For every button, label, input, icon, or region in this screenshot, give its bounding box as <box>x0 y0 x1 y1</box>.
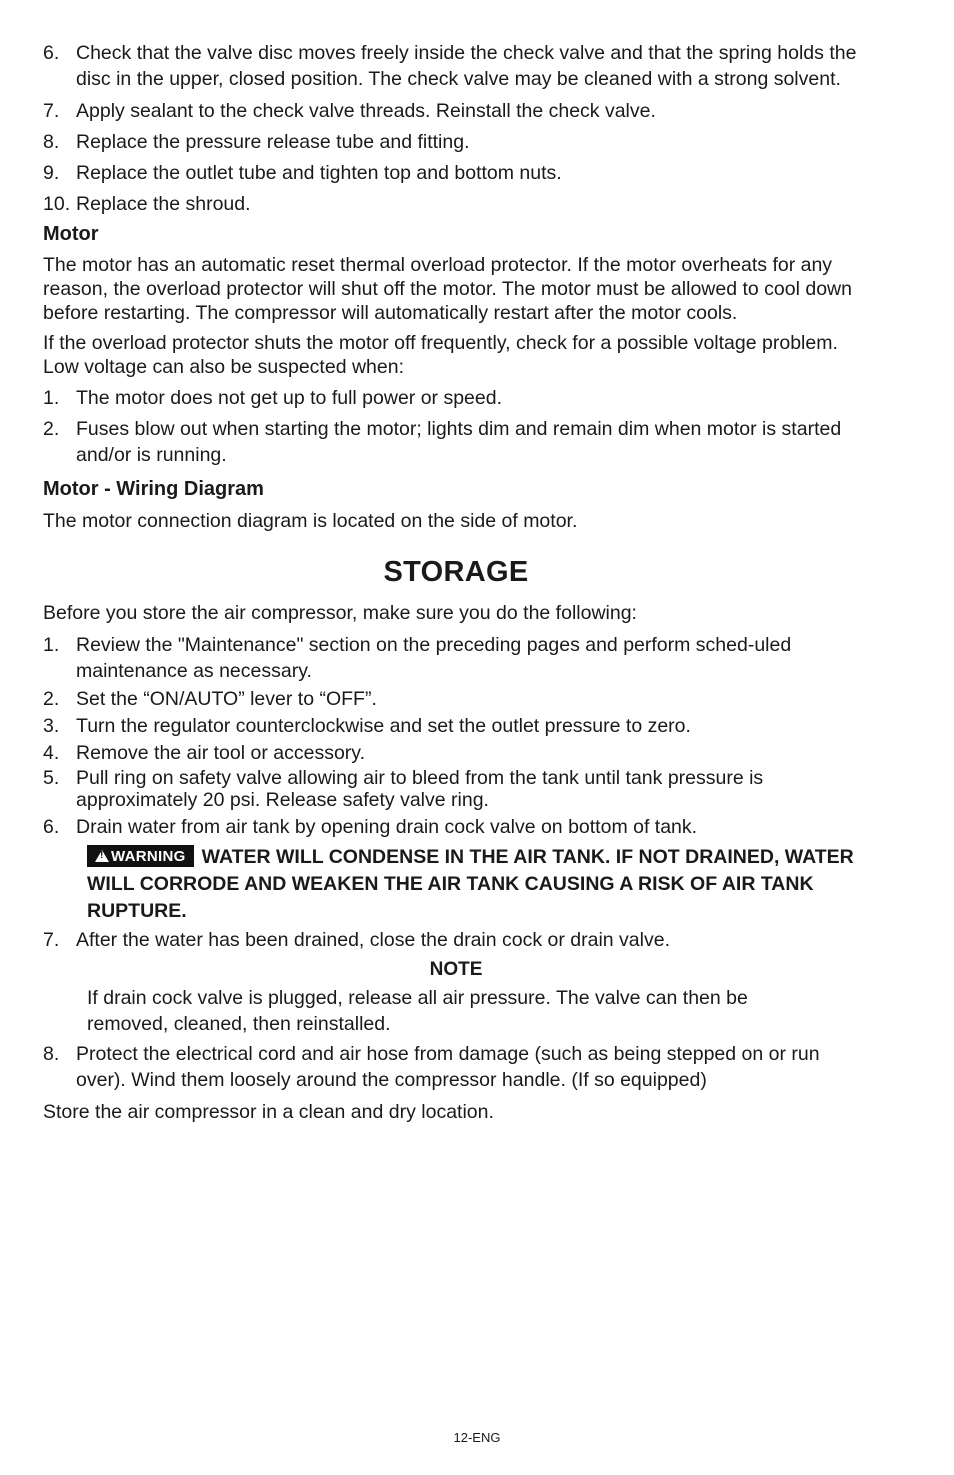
item-number: 3. <box>43 715 60 737</box>
item-number: 4. <box>43 742 60 764</box>
item-text: Set the “ON/AUTO” lever to “OFF”. <box>76 688 377 710</box>
item-number: 2. <box>43 688 60 710</box>
warning-block <box>43 844 869 925</box>
note-heading: NOTE <box>429 959 483 980</box>
item-number: 9. <box>43 162 60 184</box>
item-text: Apply sealant to the check valve threads. Reinstall the check valve. <box>76 100 656 122</box>
voltage-symptoms-list <box>43 385 869 468</box>
list-item <box>43 1041 869 1093</box>
item-text: Pull ring on safety valve allowing air to bleed from the tank until tank pressure is approximately 20 psi. Release safety valve ring. <box>76 767 764 811</box>
maintenance-steps-list <box>43 40 869 217</box>
item-text: Drain water from air tank by opening drain cock valve on bottom of tank. <box>76 816 698 838</box>
item-text: The motor does not get up to full power or speed. <box>76 387 503 409</box>
warning-badge <box>87 845 194 867</box>
item-text: After the water has been drained, close the drain cock or drain valve. <box>76 929 670 951</box>
item-number: 2. <box>43 418 60 440</box>
wiring-text: The motor connection diagram is located on the side of motor. <box>43 510 578 532</box>
item-number: 10. <box>43 193 71 215</box>
list-item <box>43 740 869 766</box>
item-text: Replace the pressure release tube and fitting. <box>76 131 470 153</box>
item-number: 7. <box>43 100 60 122</box>
storage-heading: STORAGE <box>383 556 529 588</box>
item-number: 1. <box>43 387 60 409</box>
list-item <box>43 814 869 840</box>
page-number: 12-ENG <box>453 1430 501 1445</box>
item-number: 6. <box>43 816 60 838</box>
item-number: 1. <box>43 634 60 656</box>
list-item <box>43 927 869 953</box>
list-item <box>43 98 869 124</box>
warning-text: WATER WILL CONDENSE IN THE AIR TANK. IF NOT DRAINED, WATER WILL CORRODE AND WEAKEN THE AIR TANK CAUSING A RISK OF AIR TANK RUPTURE. <box>87 846 854 922</box>
list-item <box>43 416 869 468</box>
storage-closing: Store the air compressor in a clean and dry location. <box>43 1101 494 1123</box>
list-item <box>43 686 869 712</box>
list-item <box>43 129 869 155</box>
item-text: Remove the air tool or accessory. <box>76 742 366 764</box>
motor-paragraph-1: The motor has an automatic reset thermal overload protector. If the motor overheats for any reason, the overload protector will shut off the motor. The motor must be allowed to cool down before restarting. The compressor will automatically restart after the motor cools. <box>43 254 852 324</box>
storage-steps-list <box>43 632 869 840</box>
list-item <box>43 632 869 684</box>
item-number: 6. <box>43 42 60 64</box>
list-item <box>43 40 869 92</box>
motor-paragraph-2: If the overload protector shuts the motor off frequently, check for a possible voltage problem. Low voltage can also be suspected when: <box>43 332 838 378</box>
motor-heading: Motor <box>43 223 99 245</box>
item-text: Fuses blow out when starting the motor; lights dim and remain dim when motor is started and/or is running. <box>76 418 842 466</box>
wiring-heading: Motor - Wiring Diagram <box>43 478 264 500</box>
item-text: Replace the outlet tube and tighten top and bottom nuts. <box>76 162 562 184</box>
list-item <box>43 160 869 186</box>
manual-page <box>43 40 869 1125</box>
warning-triangle-icon <box>95 850 109 862</box>
item-text: Turn the regulator counterclockwise and set the outlet pressure to zero. <box>76 715 691 737</box>
item-text: Replace the shroud. <box>76 193 251 215</box>
item-number: 8. <box>43 1043 60 1065</box>
list-item <box>43 713 869 739</box>
warning-label: WARNING <box>111 848 186 865</box>
item-number: 8. <box>43 131 60 153</box>
item-text: Review the "Maintenance" section on the preceding pages and perform sched-uled maintenance as necessary. <box>76 634 792 682</box>
item-number: 7. <box>43 929 60 951</box>
list-item <box>43 385 869 411</box>
item-text: Protect the electrical cord and air hose from damage (such as being stepped on or run over). Wind them loosely around the compressor handle. (If so equipped) <box>76 1043 820 1091</box>
list-item <box>43 767 869 811</box>
list-item <box>43 191 869 217</box>
item-number: 5. <box>43 767 60 789</box>
note-text: If drain cock valve is plugged, release all air pressure. The valve can then be removed, cleaned, then reinstalled. <box>87 987 748 1035</box>
item-text: Check that the valve disc moves freely inside the check valve and that the spring holds the disc in the upper, closed position. The check valve may be cleaned with a strong solvent. <box>76 42 857 90</box>
storage-intro: Before you store the air compressor, make sure you do the following: <box>43 602 637 624</box>
